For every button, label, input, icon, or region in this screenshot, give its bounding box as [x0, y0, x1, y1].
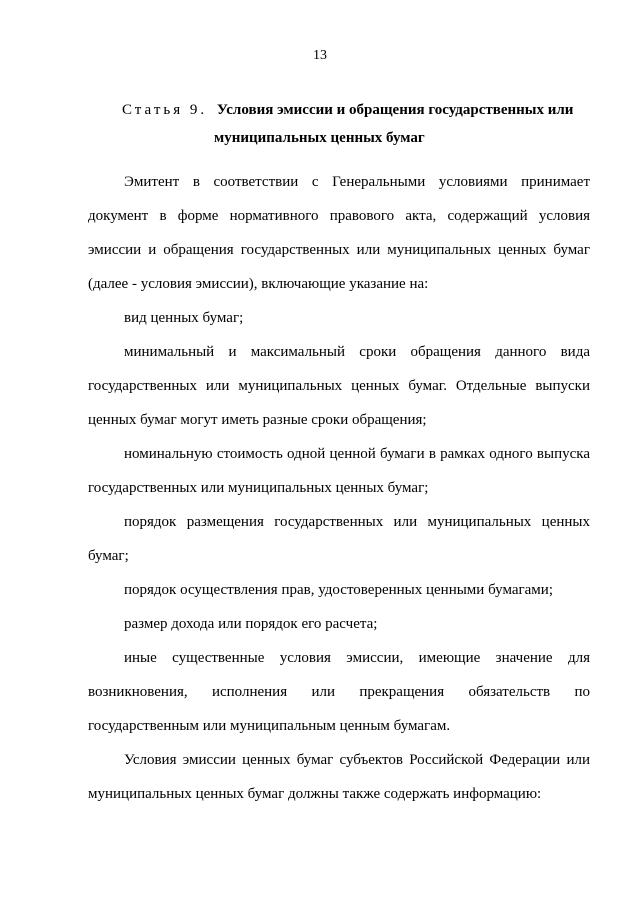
paragraph-intro: Эмитент в соответствии с Генеральными условиями принимает документ в форме нормативного правового акта, содержащий условия эмиссии и обращения государственных или муниципальных ценных бумаг (далее - условия эмиссии), включающие указание на:	[88, 174, 590, 292]
page-number: 13	[313, 48, 327, 63]
list-item-security-type: вид ценных бумаг;	[124, 310, 244, 326]
paragraph-additional-info: Условия эмиссии ценных бумаг субъектов Российской Федерации или муниципальных ценных бумаг должны также содержать информацию:	[88, 752, 590, 802]
list-item-income: размер дохода или порядок его расчета;	[124, 616, 378, 632]
article-label: Статья 9.	[122, 102, 208, 118]
list-item-circulation-terms: минимальный и максимальный сроки обращения данного вида государственных или муниципальных ценных бумаг. Отдельные выпуски ценных бумаг могут иметь разные сроки обращения;	[88, 344, 590, 428]
article-title: Условия эмиссии и обращения государственных или	[216, 102, 574, 118]
list-item-rights-exercise: порядок осуществления прав, удостоверенных ценными бумагами;	[124, 582, 553, 598]
list-item-placement-order: порядок размещения государственных или муниципальных ценных бумаг;	[88, 514, 590, 564]
article-title-continued: муниципальных ценных бумаг	[214, 130, 425, 146]
list-item-nominal-value: номинальную стоимость одной ценной бумаги в рамках одного выпуска государственных или муниципальных ценных бумаг;	[88, 446, 590, 496]
list-item-other-conditions: иные существенные условия эмиссии, имеющие значение для возникновения, исполнения или прекращения обязательств по государственным или муниципальным ценным бумагам.	[88, 650, 590, 734]
document-body	[88, 165, 590, 811]
article-heading	[122, 96, 600, 152]
